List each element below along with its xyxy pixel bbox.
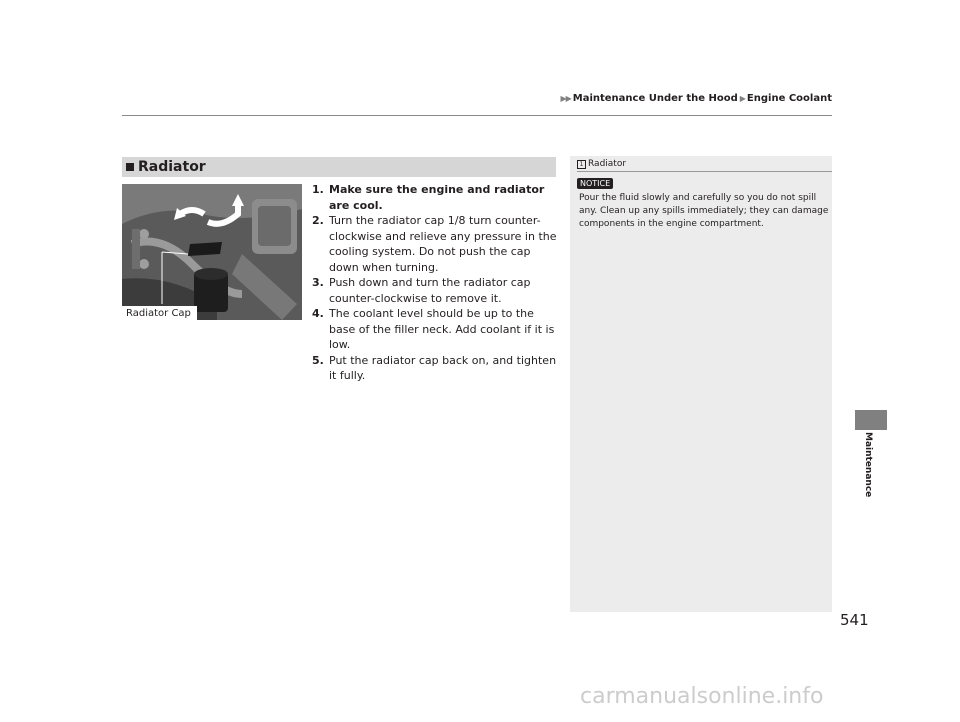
notice-text: Pour the fluid slowly and carefully so you do not spill any. Clean up any spills immediately; they can damage components in the engine compartment. — [579, 193, 829, 229]
radiator-cap-label: Radiator Cap — [122, 306, 197, 320]
step-text: Push down and turn the radiator cap counter-clockwise to remove it. — [329, 276, 531, 305]
breadcrumb-arrow-icon: ▶▶ — [560, 94, 571, 103]
engine-photo — [122, 184, 302, 320]
breadcrumb-current[interactable]: Engine Coolant — [746, 93, 832, 104]
sidebar-note — [570, 156, 832, 612]
step-text: Put the radiator cap back on, and tighten it fully. — [329, 353, 557, 382]
section-header — [122, 157, 556, 177]
radiator-cap-illustration — [122, 184, 302, 320]
chapter-tab[interactable] — [855, 410, 887, 430]
reference-icon: 1 — [577, 160, 586, 169]
breadcrumb-parent[interactable]: Maintenance Under the Hood — [572, 93, 738, 104]
watermark: carmanualsonline.info — [580, 684, 824, 709]
step-number: 1. — [312, 183, 324, 196]
section-title: Radiator — [138, 159, 206, 175]
steps-list — [312, 182, 558, 384]
step-number: 4. — [312, 307, 324, 320]
sidebar-heading — [577, 159, 626, 169]
step-item — [312, 306, 558, 353]
header-divider — [122, 115, 832, 116]
step-text: Make sure the engine and radiator are cool. — [329, 183, 545, 212]
step-item — [312, 353, 558, 384]
breadcrumb-arrow-icon: ▶ — [739, 94, 745, 103]
notice-badge: NOTICE — [577, 178, 613, 189]
step-text: The coolant level should be up to the base of the filler neck. Add coolant if it is low. — [329, 307, 555, 351]
step-number: 2. — [312, 214, 324, 227]
breadcrumb — [560, 93, 832, 104]
step-item — [312, 213, 558, 275]
step-item — [312, 182, 558, 213]
chapter-tab-label[interactable]: Maintenance — [863, 432, 873, 498]
sidebar-heading-text[interactable]: Radiator — [588, 159, 627, 169]
step-item — [312, 275, 558, 306]
page-number: 541 — [840, 611, 869, 629]
step-number: 5. — [312, 353, 324, 367]
step-text: Turn the radiator cap 1/8 turn counter-clockwise and relieve any pressure in the cooling system. Do not push the cap down when turning. — [329, 214, 557, 274]
sidebar-divider — [577, 171, 832, 172]
section-square-icon — [126, 163, 134, 171]
step-number: 3. — [312, 276, 324, 289]
